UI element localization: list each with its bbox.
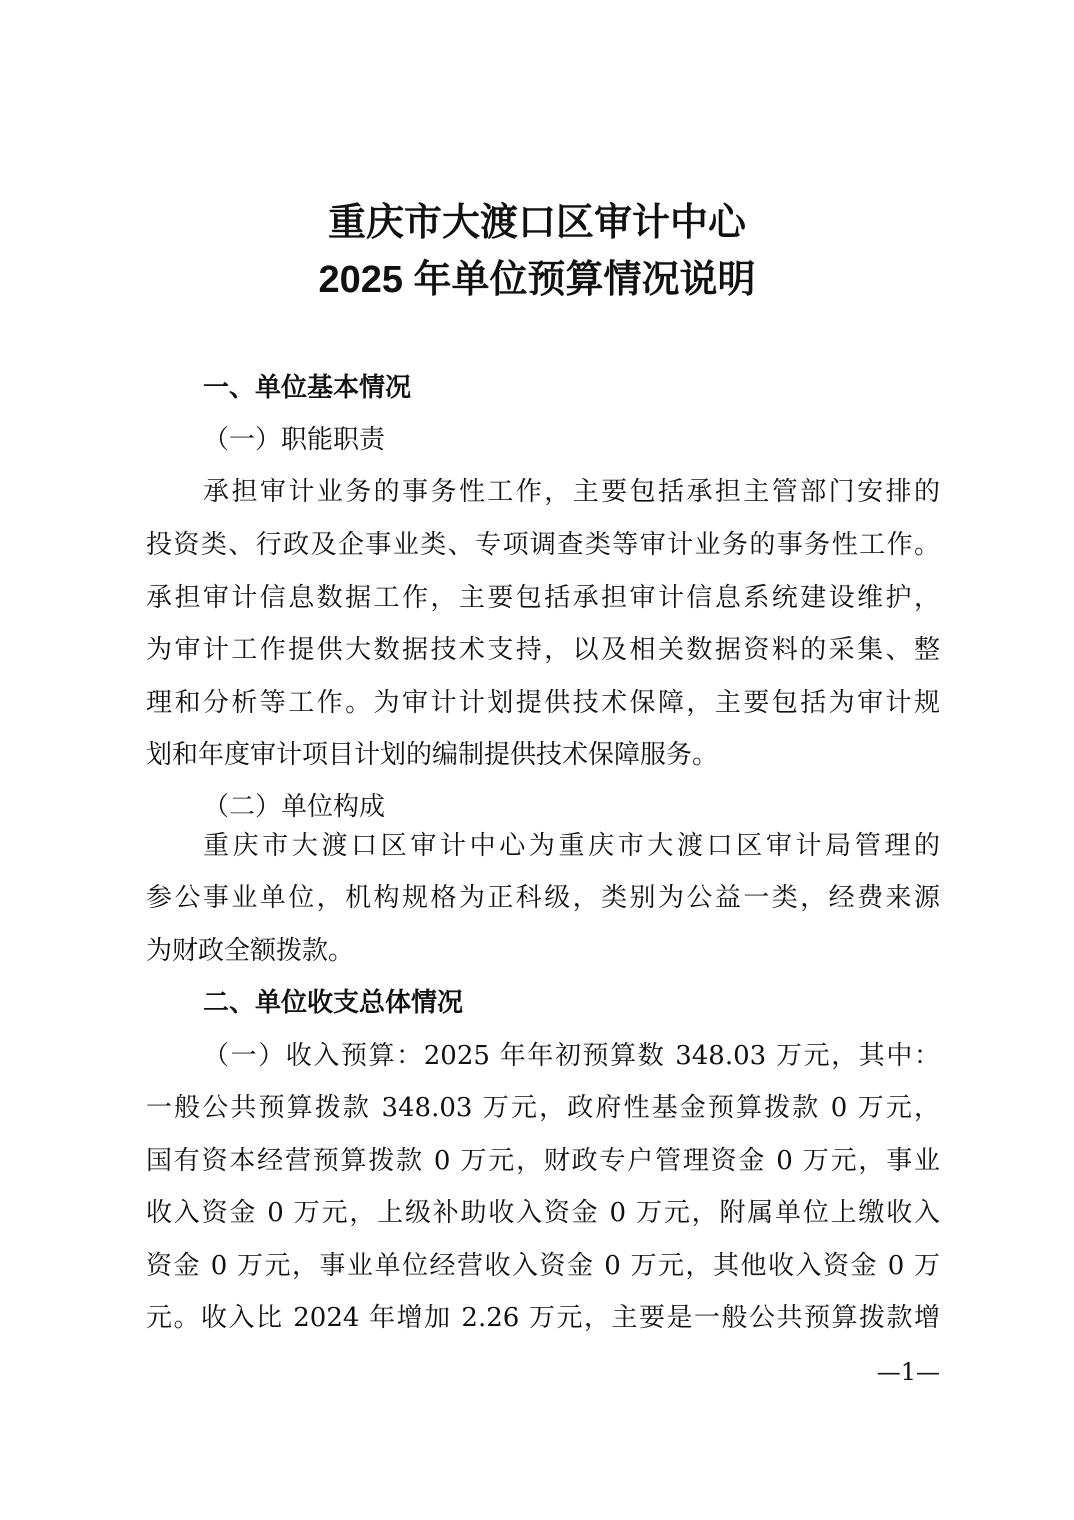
paragraph-line: 为财政全额拨款。 [146,936,355,966]
section-2-heading: 二、单位收支总体情况 [203,988,464,1018]
paragraph-line: 参公事业单位，机构规格为正科级，类别为公益一类，经费来源 [146,883,940,913]
paragraph-line: 资金 0 万元，事业单位经营收入资金 0 万元，其他收入资金 0 万 [146,1251,940,1281]
paragraph-line: 一般公共预算拨款 348.03 万元，政府性基金预算拨款 0 万元， [146,1093,940,1123]
document-title-line-2: 2025 年单位预算情况说明 [318,259,756,301]
paragraph-line: 投资类、行政及企事业类、专项调查类等审计业务的事务性工作。 [146,530,940,560]
paragraph-line: （一）收入预算：2025 年年初预算数 348.03 万元，其中： [203,1041,940,1071]
document-title-line-1: 重庆市大渡口区审计中心 [327,199,746,244]
section-1-2-heading: （二）单位构成 [203,792,386,822]
paragraph-line: 国有资本经营预算拨款 0 万元，财政专户管理资金 0 万元，事业 [146,1146,940,1176]
paragraph-line: 重庆市大渡口区审计中心为重庆市大渡口区审计局管理的 [203,831,940,861]
paragraph-line: 承担审计业务的事务性工作，主要包括承担主管部门安排的 [203,477,940,507]
paragraph-line: 划和年度审计项目计划的编制提供技术保障服务。 [146,740,719,770]
section-1-1-heading: （一）职能职责 [203,425,386,455]
paragraph-line: 理和分析等工作。为审计计划提供技术保障，主要包括为审计规 [146,688,940,718]
section-1-heading: 一、单位基本情况 [203,373,412,403]
paragraph-line: 收入资金 0 万元，上级补助收入资金 0 万元，附属单位上缴收入 [146,1198,940,1228]
paragraph-line: 承担审计信息数据工作，主要包括承担审计信息系统建设维护， [146,583,940,613]
paragraph-line: 元。收入比 2024 年增加 2.26 万元，主要是一般公共预算拨款增 [146,1303,940,1333]
page-number: —1— [876,1358,940,1386]
paragraph-line: 为审计工作提供大数据技术支持，以及相关数据资料的采集、整 [146,635,940,665]
